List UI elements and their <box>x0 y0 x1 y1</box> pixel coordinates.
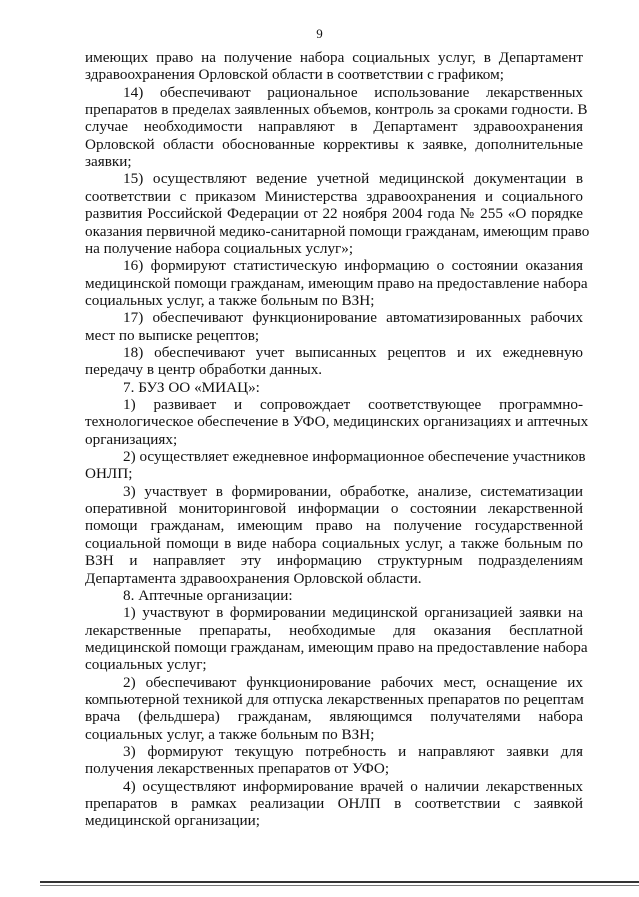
text-line: 7. БУЗ ОО «МИАЦ»: <box>123 378 260 396</box>
text-line: социальной помощи в виде набора социальных услуг, а также больным по <box>85 534 583 552</box>
text-line: соответствии с приказом Министерства здравоохранения и социального <box>85 187 583 205</box>
text-line: организациях; <box>85 430 178 448</box>
text-line: здравоохранения Орловской области в соответствии с графиком; <box>85 66 504 84</box>
text-line: ВЗН и направляет эту информацию структурным подразделениям <box>85 552 583 570</box>
text-line: 1) развивает и сопровождает соответствующее программно- <box>123 396 583 413</box>
text-line: компьютерной техникой для отпуска лекарственных препаратов по рецептам <box>85 690 584 708</box>
text-line: технологическое обеспечение в УФО, медицинских организациях и аптечных <box>85 413 589 431</box>
text-line: медицинской помощи гражданам, имеющим право на предоставление набора <box>85 638 588 656</box>
text-line: помощи гражданам, имеющим право на получение государственной <box>85 517 583 535</box>
text-line: 14) обеспечивают рациональное использование лекарственных <box>123 83 583 101</box>
text-line: 16) формируют статистическую информацию о состоянии оказания <box>123 257 583 275</box>
text-line: имеющих право на получение набора социальных услуг, в Департамент <box>85 49 583 66</box>
text-line: оказания первичной медико-санитарной помощи гражданам, имеющим право <box>85 222 590 240</box>
text-line: 18) обеспечивают учет выписанных рецептов и их ежедневную <box>123 343 583 361</box>
bottom-border-line <box>40 881 639 883</box>
text-line: Орловской области обоснованные коррективы к заявке, дополнительные <box>85 135 583 153</box>
text-line: 3) формируют текущую потребность и направляют заявки для <box>123 743 583 760</box>
text-line: препаратов в рамках реализации ОНЛП в соответствии с заявкой <box>85 795 583 813</box>
text-line: 4) осуществляют информирование врачей о наличии лекарственных <box>123 777 583 795</box>
text-line: 1) участвуют в формировании медицинской организацией заявки на <box>123 604 583 622</box>
text-line: врача (фельдшера) гражданам, являющимся получателями набора <box>85 708 583 726</box>
text-line: мест по выписке рецептов; <box>85 326 260 344</box>
text-line: случае необходимости направляют в Департамент здравоохранения <box>85 118 583 136</box>
text-line: 2) обеспечивают функционирование рабочих мест, оснащение их <box>123 673 583 691</box>
text-line: 8. Аптечные организации: <box>123 586 293 604</box>
text-line: социальных услуг; <box>85 656 207 674</box>
text-line: 2) осуществляет ежедневное информационное обеспечение участников <box>123 448 586 466</box>
text-line: развития Российской Федерации от 22 ноября 2004 года № 255 «О порядке <box>85 205 583 223</box>
text-line: медицинской помощи гражданам, имеющим право на предоставление набора <box>85 274 588 292</box>
text-line: получения лекарственных препаратов от УФО; <box>85 760 390 778</box>
text-line: препаратов в пределах заявленных объемов, контроль за сроками годности. В <box>85 101 588 119</box>
text-line: медицинской организации; <box>85 812 261 830</box>
text-line: передачу в центр обработки данных. <box>85 361 323 379</box>
text-line: 15) осуществляют ведение учетной медицинской документации в <box>123 170 583 188</box>
text-line: 17) обеспечивают функционирование автоматизированных рабочих <box>123 309 583 327</box>
text-line: оперативной мониторинговой информации о состоянии лекарственной <box>85 500 583 518</box>
text-line: лекарственные препараты, необходимые для оказания бесплатной <box>85 621 583 639</box>
text-line: социальных услуг, а также больным по ВЗН; <box>85 725 375 743</box>
text-line: ОНЛП; <box>85 465 133 483</box>
text-line: социальных услуг, а также больным по ВЗН; <box>85 291 375 309</box>
text-line: Департамента здравоохранения Орловской области. <box>85 569 422 587</box>
page-number: 9 <box>316 26 323 41</box>
text-line: заявки; <box>85 153 132 171</box>
text-line: 3) участвует в формировании, обработке, анализе, систематизации <box>123 482 583 500</box>
text-line: на получение набора социальных услуг»; <box>85 239 354 257</box>
bottom-border-line-thin <box>40 885 639 886</box>
